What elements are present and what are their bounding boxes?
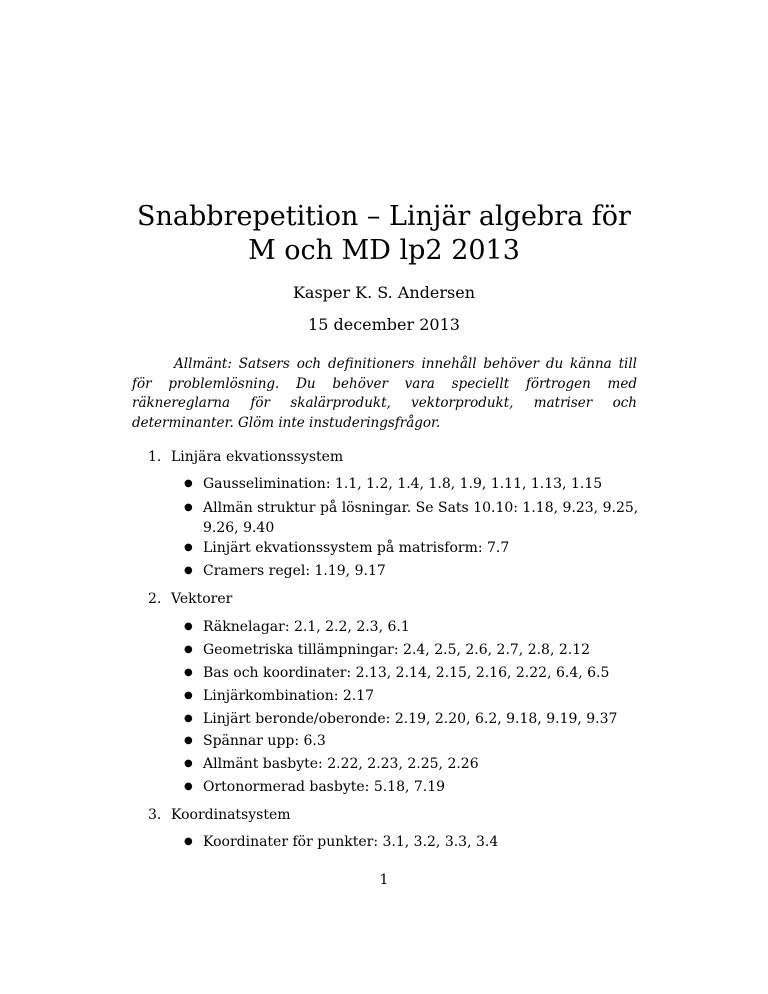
list-item xyxy=(184,617,644,637)
list-item-text: Ortonormerad basbyte: 5.18, 7.19 xyxy=(203,779,446,795)
list-item xyxy=(184,498,644,538)
bullet-icon: ● xyxy=(184,690,193,701)
list-item-text: Gausselimination: 1.1, 1.2, 1.4, 1.8, 1.9, 1.11, 1.13, 1.15 xyxy=(203,476,603,492)
list-item xyxy=(184,754,644,774)
list-item xyxy=(184,640,644,660)
list-item xyxy=(184,832,644,852)
section-number: 1. xyxy=(148,449,162,465)
list-item xyxy=(184,474,644,494)
bullet-icon: ● xyxy=(184,781,193,792)
bullet-icon: ● xyxy=(184,644,193,655)
bullet-icon: ● xyxy=(184,478,193,489)
document-date: 15 december 2013 xyxy=(308,315,460,334)
list-item xyxy=(184,686,644,706)
list-item xyxy=(184,777,644,797)
page-number: 1 xyxy=(379,872,389,888)
section-title: Linjära ekvationssystem xyxy=(171,449,344,465)
list-item xyxy=(184,561,644,581)
abstract-paragraph: Allmänt: Satsers och definitioners innehåll behöver du känna till för problemlösning. Du behöver vara speciellt förtrogen med räknereglarna för skalärprodukt, vektorprodukt, matriser och determinanter. Glöm inte instuderingsfrågor. xyxy=(132,356,637,431)
section-title: Vektorer xyxy=(171,591,233,607)
bullet-icon: ● xyxy=(184,542,193,553)
list-item-text: Cramers regel: 1.19, 9.17 xyxy=(203,563,386,579)
document-author: Kasper K. S. Andersen xyxy=(292,283,476,302)
section-heading xyxy=(148,806,291,824)
bullet-icon: ● xyxy=(184,735,193,746)
list-item-text: Linjärt ekvationssystem på matrisform: 7.7 xyxy=(203,540,510,556)
document-title: Snabbrepetition – Linjär algebra för M och MD lp2 2013 xyxy=(137,201,631,266)
section-heading xyxy=(148,590,232,608)
bullet-icon: ● xyxy=(184,565,193,576)
bullet-icon: ● xyxy=(184,713,193,724)
section-heading xyxy=(148,448,343,466)
section-title: Koordinatsystem xyxy=(171,807,291,823)
bullet-icon: ● xyxy=(184,621,193,632)
list-item-text: Koordinater för punkter: 3.1, 3.2, 3.3, 3.4 xyxy=(203,834,499,850)
bullet-icon: ● xyxy=(184,758,193,769)
list-item-text: Geometriska tillämpningar: 2.4, 2.5, 2.6, 2.7, 2.8, 2.12 xyxy=(203,642,591,658)
section-number: 2. xyxy=(148,591,162,607)
list-item xyxy=(184,538,644,558)
list-item-text: Allmän struktur på lösningar. Se Sats 10.10: 1.18, 9.23, 9.25, 9.26, 9.40 xyxy=(203,500,639,536)
list-item xyxy=(184,731,644,751)
list-item-text: Spännar upp: 6.3 xyxy=(203,733,326,749)
list-item-text: Allmänt basbyte: 2.22, 2.23, 2.25, 2.26 xyxy=(203,756,479,772)
list-item-text: Bas och koordinater: 2.13, 2.14, 2.15, 2.16, 2.22, 6.4, 6.5 xyxy=(203,665,610,681)
list-item-text: Linjärkombination: 2.17 xyxy=(203,688,375,704)
bullet-icon: ● xyxy=(184,502,193,513)
list-item xyxy=(184,663,644,683)
list-item-text: Räknelagar: 2.1, 2.2, 2.3, 6.1 xyxy=(203,619,410,635)
bullet-icon: ● xyxy=(184,836,193,847)
bullet-icon: ● xyxy=(184,667,193,678)
list-item xyxy=(184,709,644,729)
list-item-text: Linjärt beronde/oberonde: 2.19, 2.20, 6.2, 9.18, 9.19, 9.37 xyxy=(203,711,618,727)
section-number: 3. xyxy=(148,807,162,823)
